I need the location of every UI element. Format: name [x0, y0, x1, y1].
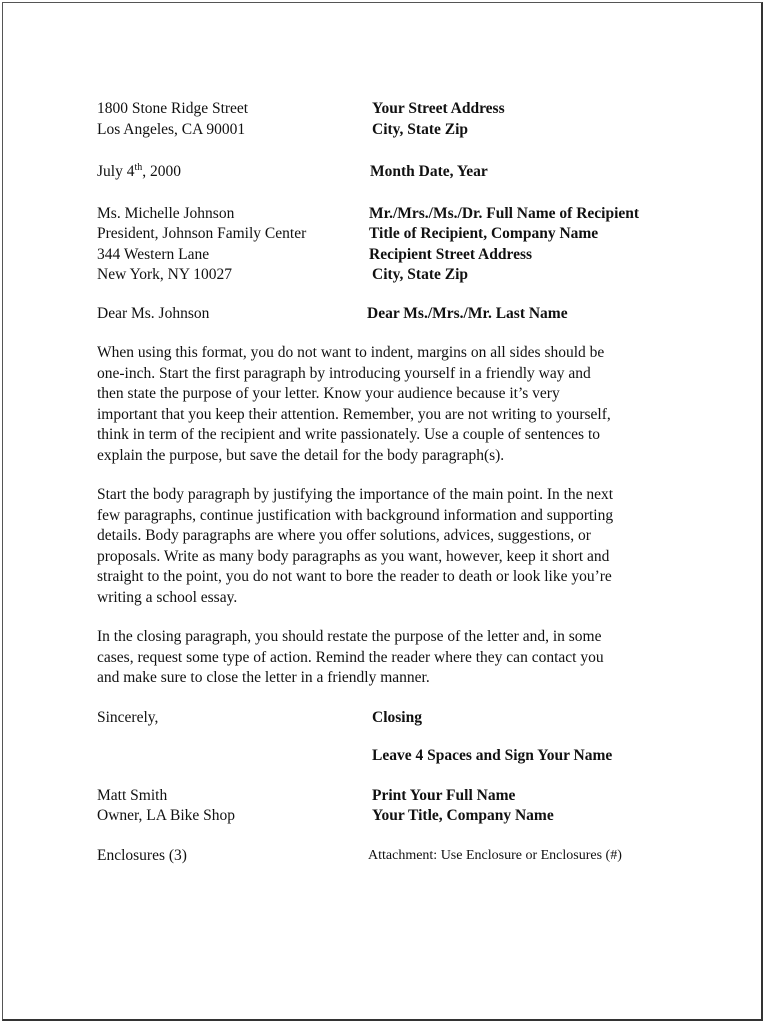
signer-name: Matt Smith	[97, 787, 168, 804]
guide-recipient-street: Recipient Street Address	[369, 246, 533, 263]
paragraph-line: one-inch. Start the first paragraph by introducing yourself in a friendly way and	[97, 364, 591, 382]
guide-recipient-city: City, State Zip	[372, 266, 469, 283]
salutation: Dear Ms. Johnson	[97, 305, 210, 322]
guide-street: Your Street Address	[372, 100, 505, 117]
enclosures: Enclosures (3)	[97, 847, 187, 864]
paragraph-line: When using this format, you do not want to indent, margins on all sides should be	[97, 344, 605, 361]
recipient-title: President, Johnson Family Center	[97, 225, 307, 242]
paragraph-line: then state the purpose of your letter. Know your audience because it’s very	[97, 385, 560, 403]
paragraph-line: and make sure to close the letter in a friendly manner.	[97, 669, 430, 687]
recipient-name: Ms. Michelle Johnson	[97, 205, 235, 222]
closing: Sincerely,	[97, 709, 159, 726]
signer-title: Owner, LA Bike Shop	[97, 807, 236, 824]
guide-salutation: Dear Ms./Mrs./Mr. Last Name	[367, 305, 568, 322]
paragraph-line: details. Body paragraphs are where you offer solutions, advices, suggestions, or	[97, 527, 591, 545]
letter-date: July 4th, 2000	[97, 161, 181, 180]
guide-city: City, State Zip	[372, 121, 469, 138]
guide-date: Month Date, Year	[370, 163, 488, 180]
paragraph-line: cases, request some type of action. Remind the reader where they can contact you	[97, 648, 604, 666]
paragraph-line: writing a school essay.	[97, 588, 238, 606]
paragraph-intro	[97, 343, 687, 467]
guide-sign: Leave 4 Spaces and Sign Your Name	[372, 747, 613, 764]
paragraph-line: In the closing paragraph, you should restate the purpose of the letter and, in some	[97, 628, 602, 645]
recipient-city: New York, NY 10027	[97, 266, 233, 283]
paragraph-line: Start the body paragraph by justifying the importance of the main point. In the next	[97, 486, 614, 503]
guide-print-name: Print Your Full Name	[372, 787, 516, 804]
paragraph-line: think in term of the recipient and write passionately. Use a couple of sentences to	[97, 426, 601, 444]
paragraph-line: important that you keep their attention. Remember, you are not writing to yourself,	[97, 405, 611, 423]
sender-city: Los Angeles, CA 90001	[97, 121, 246, 138]
guide-title-company: Your Title, Company Name	[372, 807, 554, 824]
recipient-street: 344 Western Lane	[97, 246, 210, 263]
paragraph-closing	[97, 627, 687, 689]
paragraph-line: few paragraphs, continue justification with background information and supporting	[97, 506, 614, 524]
letter-page	[2, 2, 763, 1021]
guide-recipient-name: Mr./Mrs./Ms./Dr. Full Name of Recipient	[369, 205, 640, 222]
paragraph-line: straight to the point, you do not want to bore the reader to death or look like you’re	[97, 568, 612, 586]
guide-attachment: Attachment: Use Enclosure or Enclosures (#)	[368, 848, 622, 863]
paragraph-line: explain the purpose, but save the detail for the body paragraph(s).	[97, 446, 505, 464]
paragraph-line: proposals. Write as many body paragraphs as you want, however, keep it short and	[97, 547, 610, 565]
paragraph-body	[97, 485, 687, 609]
guide-recipient-title: Title of Recipient, Company Name	[369, 225, 599, 242]
sender-street: 1800 Stone Ridge Street	[97, 100, 249, 117]
guide-closing: Closing	[372, 709, 422, 726]
